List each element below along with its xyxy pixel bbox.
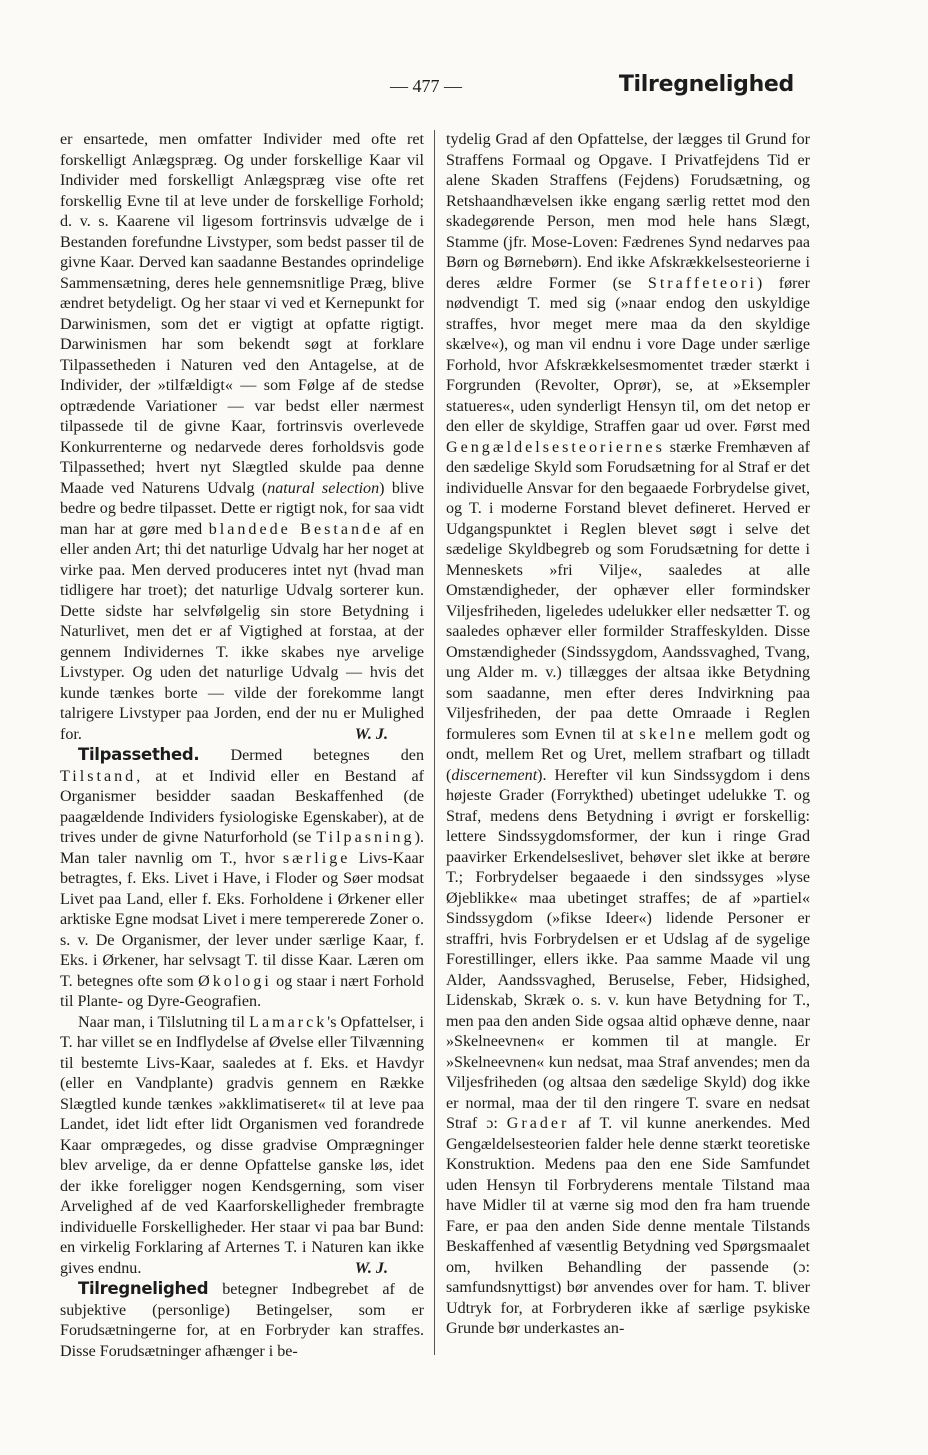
text-run: Naar man, i Tilslutning til — [78, 1013, 250, 1031]
spaced-term: Gengældelsesteoriernes — [446, 438, 665, 456]
text-run: , at et Individ eller en Bestand af Organismer besidder saadan Beskaffenhed (de paagældende Individers fysiologiske Egenskaber), at de trives under de givne Naturforhold (se — [60, 767, 424, 846]
italic-term: natural selection — [267, 479, 380, 497]
running-head: Tilregnelighed — [618, 72, 794, 97]
text-run: ) blive bedre og bedre tilpasset. Dette er rigtigt nok, for saa vidt man har at gøre med — [60, 479, 425, 538]
spaced-term: Lamarck — [249, 1013, 328, 1031]
text-run: Livs-Kaar betragtes, f. Eks. Livet i Have, i Floder og Søer modsat Livet paa Land, eller f. Eks. Forholdene i Ørkener eller arktiske Egne modsat Livet i mere tempererede Zoner o. s. v. De Organismer, der lever under særlige Kaar, f. Eks. i Ørkener, har selvsagt T. til disse Kaar. Læren om T. betegnes ofte som — [60, 849, 424, 990]
text-run: af T. vil kunne anerkendes. Med Gengældelsesteorien falder hele denne stærkt teoretiske Konstruktion. Medens paa den ene Side Samfundet uden Hensyn til Forbryderens mentale Tilstand maa have Midler til at værne sig mod den fra ham truende Fare, er paa den anden Side denne mentale Tilstands Beskaffenhed af væsentlig Betydning ved Spørgsmaalet om, hvilken Behandling der passende (ɔ: samfundsnyttigst) bør anvendes over for ham. T. bliver Udtryk for, at Forbryderen ikke af særlige psykiske Grunde bør underkastes an- — [446, 1115, 810, 1337]
text-run: 's Opfattelser, i T. har villet se en Indflydelse af Øvelse eller Tilvænning til bestemte Livs-Kaar, saaledes at f. Eks. et Havdyr (eller en Vandplante) gradvis gennem en Række Slægtled kunde tænkes »akklimatiseret« til at leve paa Landet, idet lidt efter lidt Organismen ved forandrede Kaar omprægedes, og disse gradvise Omprægninger blev arvelige, da er denne Opfattelse ganske løs, idet der ikke foreligger nogen Kendsgerning, som viser Arvelighed af de ved Kaarforskelligheder frembragte individuelle Forskelligheder. Her staar vi paa bar Bund: en virkelig Forklaring af Arternes T. i Naturen kan ikke gives endnu. — [60, 1013, 424, 1277]
text-run: Dermed betegnes den — [199, 747, 424, 764]
paragraph-lamarck — [60, 1013, 424, 1280]
right-column — [446, 130, 810, 1340]
text-run: tydelig Grad af den Opfattelse, der lægges til Grund for Straffens Formaal og Opgave. I Privatfejdens Tid er alene Skaden Straffens (Fejdens) Forudsætning, og Retshaandhævelsen ikke engang særlig rettet mod den skadegørende Person, men mod hele hans Slægt, Stamme (jfr. Mose-Loven: Fædrenes Synd nedarves paa Børn og Børnebørn). End ikke Afskrækkelsesteorierne i deres ældre Former (se — [446, 131, 810, 292]
headword-tilpassethed: Tilpassethed. — [78, 745, 200, 764]
spaced-term: Økologi — [198, 972, 272, 990]
paragraph-tilregnelighed-continued — [446, 130, 810, 1340]
entry-tilregnelighed — [60, 1279, 424, 1362]
text-run: af en eller anden Art; thi det naturlige Udvalg har her noget at virke paa. Men derved produceres intet nyt (hvad man tidligere har troet); det naturlige Udvalg sorterer kun. Dette sidste har selvfølgelig sin store Betydning i Naturlivet, men det er af Vigtighed at forstaa, at der gennem Individernes T. ikke skabes nye arvelige Livstyper. Og uden det naturlige Udvalg — hvis det kunde tænkes borte — vilde der forekomme langt talrigere Livstyper paa Jorden, end der nu er Mulighed for. — [60, 520, 424, 743]
cross-reference: Tilpasning — [316, 829, 415, 846]
spaced-term: særlige — [282, 849, 351, 867]
page-number: — 477 — — [390, 76, 462, 96]
text-run: er ensartede, men omfatter Individer med ofte ret forskelligt Anlægspræg. Og under forskellige Kaar vil Individer med forskelligt Anlægspræg vise ofte ret forskellig Evne til at leve under de forskellige Forhold; d. v. s. Kaarene vil ligesom fortrinsvis udvælge de i Bestanden forefundne Livstyper, som bedst passer til de givne Kaar. Derved kan saadanne Bestandes oprindelige Sammensætning, deres hele gennemsnitlige Præg, blive ændret betydeligt. Og her staar vi ved et Kernepunkt for Darwinismen, som det er vigtigt at opfatte rigtigt. Darwinismen har som bekendt søgt at forklare Tilpassetheden i Naturen ved den Antagelse, at de Individer, der »tilfældigt« — som Følge af de stedse optrædende Variationer — var bedst eller nærmest tilpassede til de givne Kaar, fortrinsvis overlevede Konkurrenterne og nedarvede deres forholdsvis gode Tilpassethed; hvert nyt Slægtled skulde paa denne Maade ved Naturens Udvalg ( — [60, 131, 424, 497]
page-header — [60, 70, 794, 104]
text-run: stærke Fremhæven af den sædelige Skyld som Forudsætning for al Straf er det individuelle Ansvar for den begaaede Forbrydelse givet, og T. i moderne Forstand blevet defineret. Herved er Udgangspunktet i Reglen blevet søgt i selve det sædelige Skyldbegreb og som Forudsætning for dette i Menneskets »fri Vilje«, saaledes at alle Omstændigheder, der ophæver eller formindsker Viljesfriheden, ligeledes udelukker eller nedsætter T. og saaledes ophæver eller formilder Straffeskylden. Disse Omstændigheder (Sindssygdom, Aandssvaghed, Tvang, ung Alder m. v.) tillægges der altsaa ikke Betydning som saadanne, men efter deres Indvirkning paa Viljesfriheden, der paa dette Omraade i Reglen formuleres som Evnen til at — [446, 438, 810, 743]
text-run: ). Man taler navnlig om T., hvor — [60, 829, 424, 867]
two-column-body — [60, 130, 811, 1360]
cross-reference: Straffeteori — [647, 274, 757, 292]
text-run: betegner Indbegrebet af de subjektive (personlige) Betingelser, som er Forudsætningerne for, at en Forbryder kan straffes. Disse Forudsætninger afhænger i be- — [60, 1281, 424, 1360]
spaced-term: skelne — [639, 725, 699, 743]
paragraph-darwinism — [60, 130, 424, 745]
left-column — [60, 130, 424, 1362]
text-run: mellem godt og ondt, mellem Ret og Uret, mellem strafbart og tilladt ( — [446, 725, 810, 784]
spaced-term: Tilstand — [60, 767, 137, 785]
headword-tilregnelighed: Tilregnelighed — [78, 1279, 209, 1298]
text-run: ) fører nødvendigt T. med sig (»naar endog den uskyldige straffes, hvor meget mere maa da den skyldige skælve«), og man vil endnu i vore Dage under særlige Forhold, hvor Afskrækkelsesmomentet træder stærkt i Forgrunden (Revolter, Oprør), se, at »Eksempler statueres«, uden synderligt Hensyn til, om det netop er den eller de skyldige, Straffen gaar ud over. Først med — [446, 274, 811, 435]
entry-tilpassethed — [60, 745, 424, 1013]
spaced-term: Grader — [506, 1115, 570, 1132]
author-signature: W. J. — [354, 1259, 388, 1277]
italic-term: discernement — [451, 766, 538, 784]
column-divider — [434, 130, 435, 1355]
spaced-term: blandede Bestande — [208, 520, 384, 538]
author-signature: W. J. — [354, 725, 388, 743]
text-run: ). Herefter vil kun Sindssygdom i dens højeste Grader (Forrykthed) ubetinget udelukke T. og Straf, medens dens Betydning i øvrigt er forskellig: lettere Sindssygdomsformer, der kun i ringe Grad paavirker Erkendelseslivet, behøver slet ikke at berøre T.; Forbrydelser begaaede i den sindssyges »lyse Øjeblikke« maa ubetinget straffes; de af »partiel« Sindssygdom (»fikse Ideer«) lidende Personer er straffri, hvis Forbrydelsen er et Udslag af de sygelige Forestillinger, ellers ikke. Paa samme Maade vil ung Alder, Aandssvaghed, Beruselse, Feber, Hidsighed, Lidenskab, Skræk o. s. v. kun have Betydning for T., men paa den anden Side ogsaa altid ophæve denne, naar »Skelneevnen« er kommen til at mangle. Er »Skelneevnen« kun nedsat, maa Straf anvendes; men da Viljesfriheden (og altsaa den sædelige Skyld) dog ikke er normal, maa der til den ringere T. svare en nedsat Straf ɔ: — [446, 766, 810, 1132]
text-run: og staar i nært Forhold til Plante- og Dyre-Geografien. — [60, 972, 424, 1010]
